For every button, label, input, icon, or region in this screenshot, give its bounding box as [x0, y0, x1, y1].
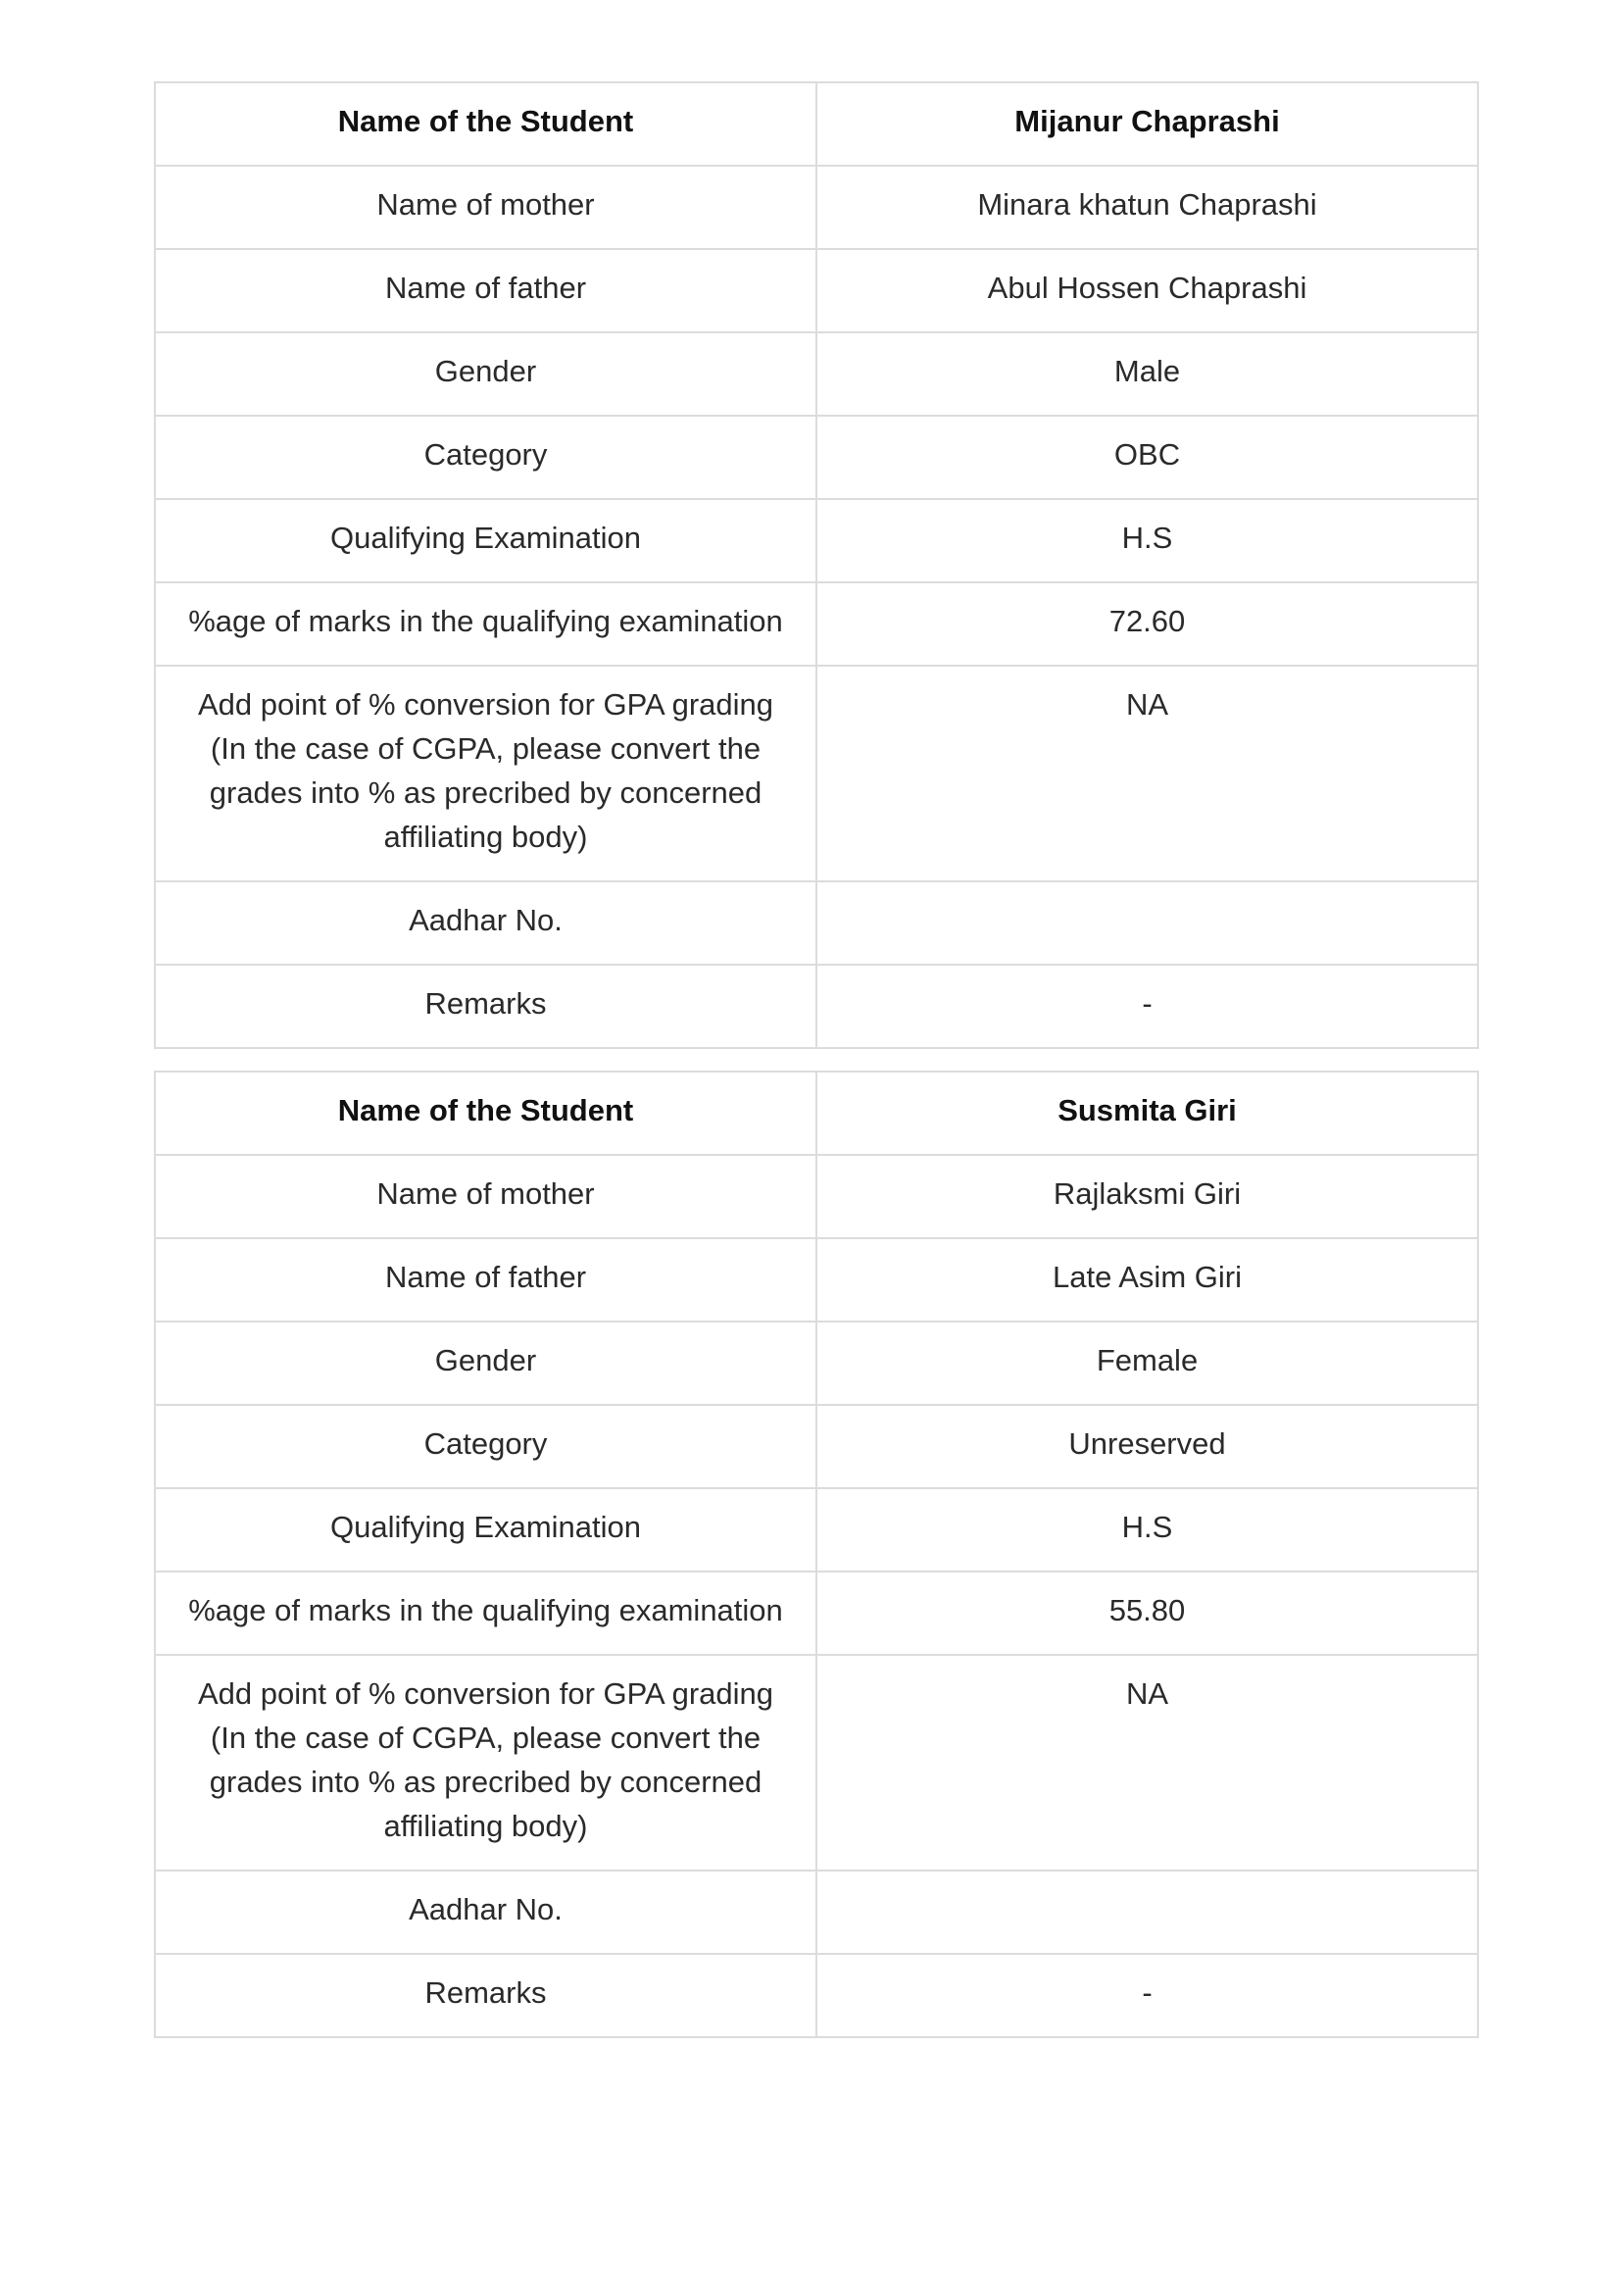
table-row-qualifying-exam [155, 1488, 1478, 1572]
row-label: Name of mother [155, 1155, 816, 1238]
row-label: Aadhar No. [155, 1871, 816, 1954]
row-value: - [816, 1954, 1478, 2037]
row-label: Name of the Student [155, 1072, 816, 1155]
row-label: Qualifying Examination [155, 1488, 816, 1572]
row-label: Add point of % conversion for GPA grading (In the case of CGPA, please convert the grades into % as precribed by concerned affiliating body) [155, 1655, 816, 1871]
row-label: Remarks [155, 1954, 816, 2037]
row-label: %age of marks in the qualifying examination [155, 1572, 816, 1655]
row-value: Male [816, 332, 1478, 416]
row-label: Name of mother [155, 166, 816, 249]
row-value: 72.60 [816, 582, 1478, 666]
row-value: H.S [816, 1488, 1478, 1572]
row-value: 55.80 [816, 1572, 1478, 1655]
row-value: Minara khatun Chaprashi [816, 166, 1478, 249]
table-row-student-name [155, 1072, 1478, 1155]
table-row-qualifying-exam [155, 499, 1478, 582]
table-row-gender [155, 1322, 1478, 1405]
row-label: Category [155, 416, 816, 499]
row-label: Aadhar No. [155, 881, 816, 965]
table-row-aadhar [155, 1871, 1478, 1954]
table-row-category [155, 416, 1478, 499]
table-row-mother [155, 166, 1478, 249]
table-row-category [155, 1405, 1478, 1488]
row-label: Category [155, 1405, 816, 1488]
table-row-father [155, 249, 1478, 332]
table-row-aadhar [155, 881, 1478, 965]
row-value: Late Asim Giri [816, 1238, 1478, 1322]
row-value: OBC [816, 416, 1478, 499]
row-value: Abul Hossen Chaprashi [816, 249, 1478, 332]
table-row-gpa-conversion [155, 666, 1478, 881]
row-label: Gender [155, 1322, 816, 1405]
table-row-gender [155, 332, 1478, 416]
row-label: Qualifying Examination [155, 499, 816, 582]
row-value: Mijanur Chaprashi [816, 82, 1478, 166]
row-value: Unreserved [816, 1405, 1478, 1488]
row-label: %age of marks in the qualifying examination [155, 582, 816, 666]
student-table-2 [154, 1071, 1479, 2038]
row-label: Name of father [155, 1238, 816, 1322]
row-value [816, 881, 1478, 965]
row-value: Female [816, 1322, 1478, 1405]
table-row-student-name [155, 82, 1478, 166]
student-table-1 [154, 81, 1479, 1049]
row-value: H.S [816, 499, 1478, 582]
table-row-remarks [155, 1954, 1478, 2037]
row-value: Susmita Giri [816, 1072, 1478, 1155]
table-row-remarks [155, 965, 1478, 1048]
row-value [816, 1871, 1478, 1954]
table-row-gpa-conversion [155, 1655, 1478, 1871]
row-value: NA [816, 1655, 1478, 1871]
row-label: Remarks [155, 965, 816, 1048]
table-row-marks-percentage [155, 1572, 1478, 1655]
row-label: Gender [155, 332, 816, 416]
table-row-father [155, 1238, 1478, 1322]
row-value: Rajlaksmi Giri [816, 1155, 1478, 1238]
row-value: NA [816, 666, 1478, 881]
table-row-marks-percentage [155, 582, 1478, 666]
row-label: Add point of % conversion for GPA grading (In the case of CGPA, please convert the grades into % as precribed by concerned affiliating body) [155, 666, 816, 881]
row-label: Name of father [155, 249, 816, 332]
row-value: - [816, 965, 1478, 1048]
row-label: Name of the Student [155, 82, 816, 166]
table-row-mother [155, 1155, 1478, 1238]
